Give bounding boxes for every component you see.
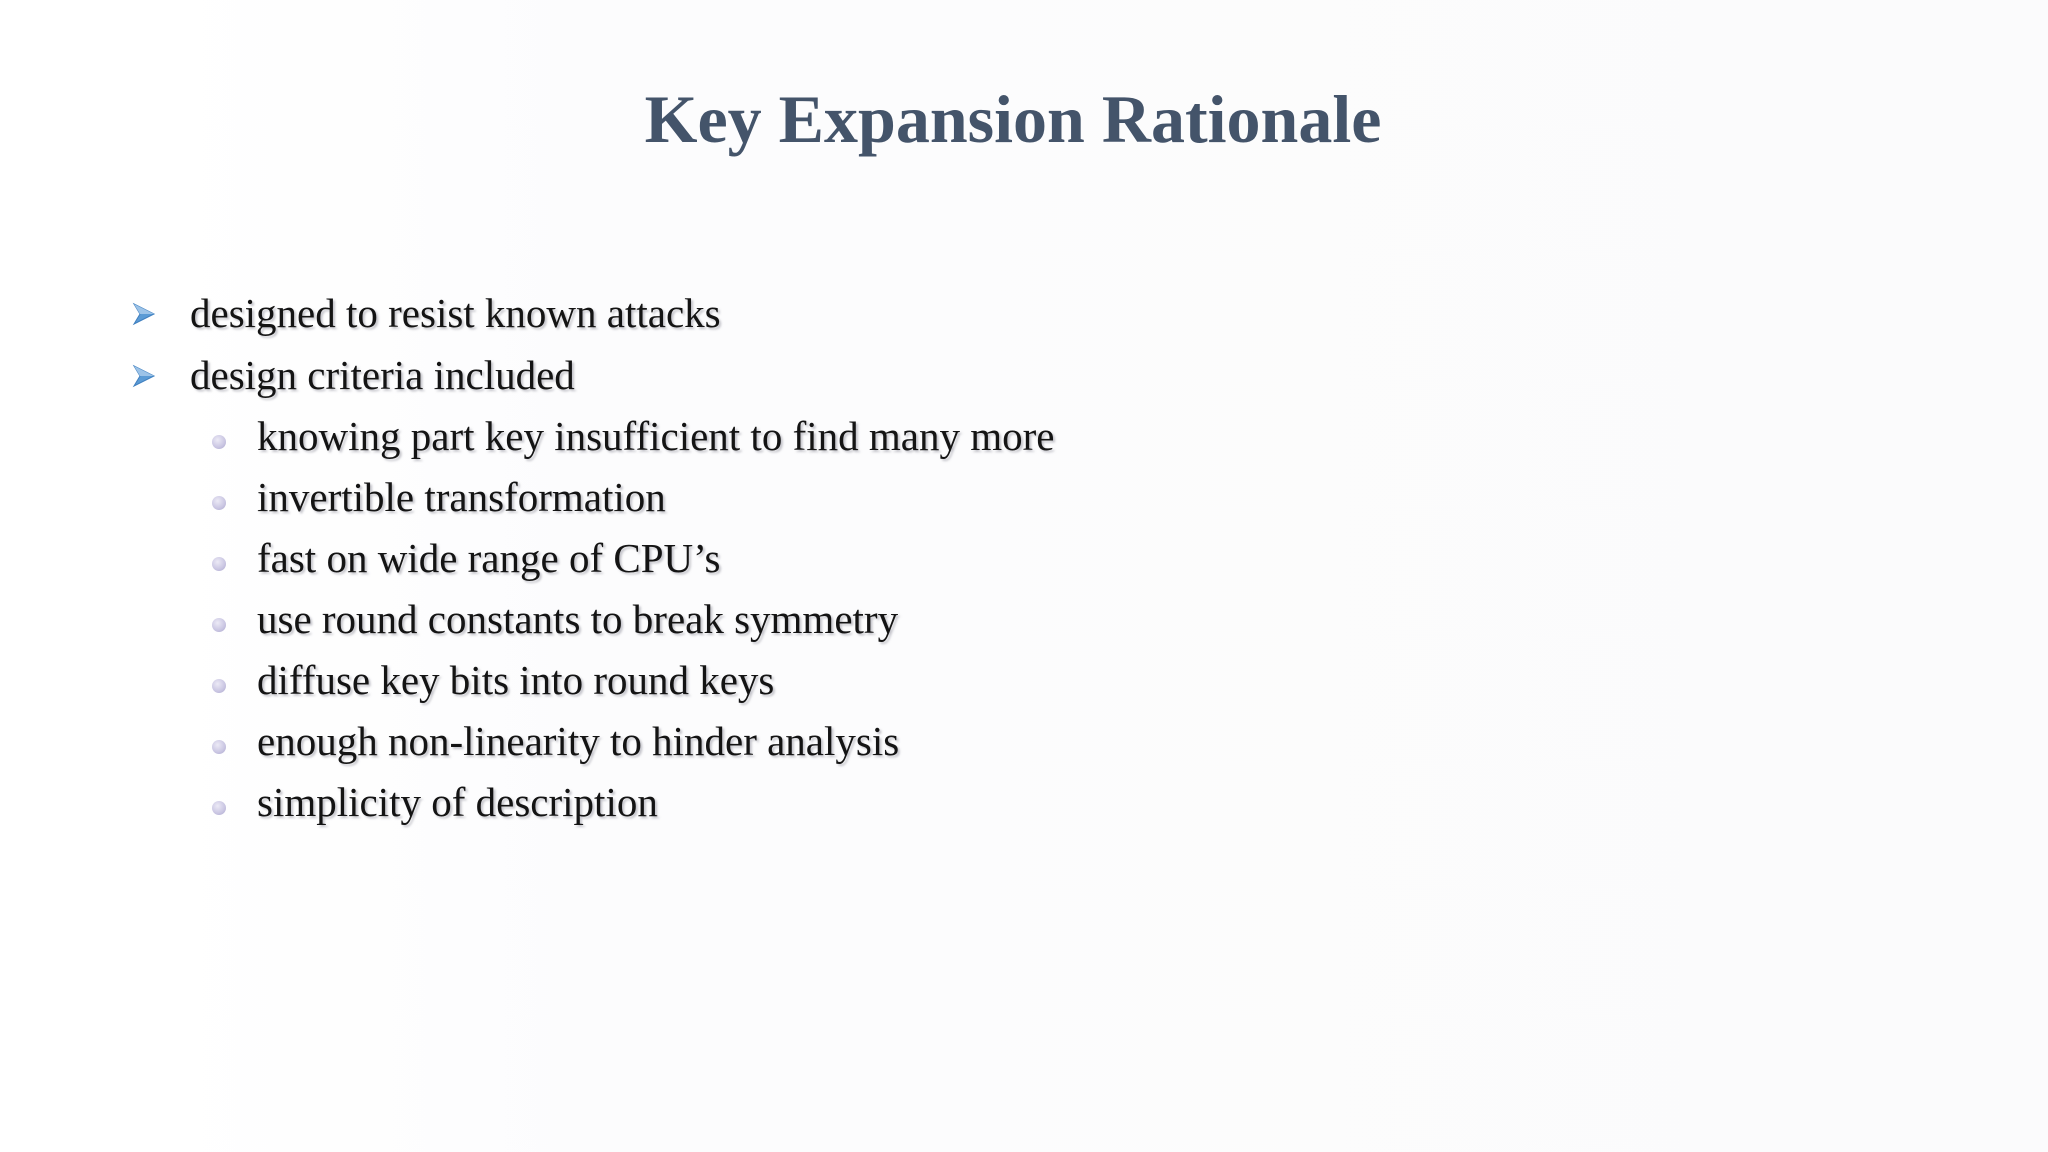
dot-bullet-icon xyxy=(212,496,226,510)
sub-bullet-item xyxy=(208,777,1408,827)
sub-bullet-item xyxy=(208,533,1408,583)
arrow-bullet-icon xyxy=(132,364,156,388)
dot-bullet-icon xyxy=(212,618,226,632)
slide-title: Key Expansion Rationale xyxy=(644,81,1382,157)
dot-bullet-icon xyxy=(212,557,226,571)
dot-bullet-icon xyxy=(212,740,226,754)
dot-bullet-icon xyxy=(212,679,226,693)
sub-bullet-text: use round constants to break symmetry xyxy=(257,596,899,642)
dot-bullet-icon xyxy=(212,801,226,815)
sub-bullet-item xyxy=(208,716,1408,766)
bullet-item xyxy=(132,350,1332,400)
sub-bullet-item xyxy=(208,472,1408,522)
sub-bullet-text: invertible transformation xyxy=(257,474,666,520)
dot-bullet-icon xyxy=(212,435,226,449)
sub-bullet-text: enough non-linearity to hinder analysis xyxy=(257,718,900,764)
sub-bullet-text: simplicity of description xyxy=(257,779,658,825)
arrow-bullet-icon xyxy=(132,302,156,326)
bullet-text: designed to resist known attacks xyxy=(190,290,721,336)
sub-bullet-item xyxy=(208,594,1408,644)
bullet-item xyxy=(132,288,1332,338)
sub-bullet-text: knowing part key insufficient to find many more xyxy=(257,413,1055,459)
sub-bullet-item xyxy=(208,655,1408,705)
sub-bullet-item xyxy=(208,411,1408,461)
sub-bullet-text: fast on wide range of CPU’s xyxy=(257,535,721,581)
bullet-text: design criteria included xyxy=(190,352,575,398)
sub-bullet-text: diffuse key bits into round keys xyxy=(257,657,775,703)
